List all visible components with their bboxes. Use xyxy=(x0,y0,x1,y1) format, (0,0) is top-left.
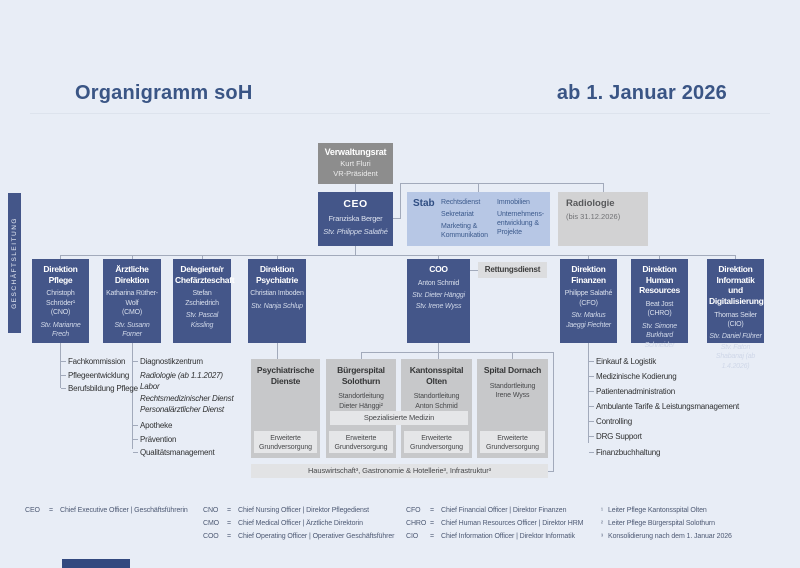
org-box-verwaltungsrat xyxy=(318,143,393,184)
org-box-delegierte-chefaerzteschaft xyxy=(173,259,235,343)
list-item: Rechtsmedizinischer Dienst xyxy=(140,393,234,403)
connector-line xyxy=(355,184,356,192)
stab-item: Marketing & Kommunikation xyxy=(441,223,488,240)
geschaeftsleitung-bar xyxy=(8,193,21,333)
legend-abbr: CIO xyxy=(406,533,419,540)
list-item: Apotheke xyxy=(140,421,260,431)
person-name: Kurt Fluri xyxy=(340,159,371,168)
box-title: Psychiatrische Dienste xyxy=(256,365,315,386)
connector-line xyxy=(355,246,356,255)
box-title: Direktion Human Resources xyxy=(639,264,680,296)
list-item: Personalärztlicher Dienst xyxy=(140,405,224,415)
box-title: CEO xyxy=(343,198,368,210)
box-title: Direktion Informatik und Digitalisierung xyxy=(709,264,764,306)
list-item: DRG Support xyxy=(596,432,776,442)
legend-row xyxy=(406,520,583,528)
list-item: Medizinische Kodierung xyxy=(596,372,776,382)
legend-equals: = xyxy=(430,520,434,527)
org-box-buergerspital-solothurn xyxy=(326,359,396,458)
connector-line xyxy=(400,183,401,218)
legend-text: Chief Financial Officer | Direktor Finanzen xyxy=(441,507,567,514)
standortleitung xyxy=(477,382,548,401)
footnote-marker: ³ xyxy=(601,534,603,540)
org-box-stab xyxy=(407,192,550,246)
list-item: Labor xyxy=(140,382,160,392)
lead-label: Standortleitung xyxy=(413,393,460,401)
deputy-name: Stv. Susann Forner xyxy=(114,321,150,338)
org-box-coo xyxy=(407,259,470,343)
list-item: Einkauf & Logistik xyxy=(596,357,776,367)
person-role: (CHRO) xyxy=(647,310,672,318)
deputy-name: Stv. Pascal Kissling xyxy=(185,312,219,329)
list-item: Patientenadministration xyxy=(596,387,776,397)
org-box-psychiatrische-dienste xyxy=(251,359,320,458)
person-name: Katharina Rüther-Wolf xyxy=(106,290,158,307)
org-box-direktion-informatik xyxy=(707,259,764,370)
footnote-text: Konsolidierung nach dem 1. Januar 2026 xyxy=(608,533,732,540)
lead-label: Standortleitung xyxy=(338,393,384,401)
list-item: Radiologie (ab 1.1.2027) xyxy=(140,370,223,380)
connector-line xyxy=(277,343,278,359)
deputy-name: Stv. Philippe Salathé xyxy=(323,227,388,236)
connector-line xyxy=(393,218,401,219)
deputy-name: Stv. Markus Jaeggi Fiechter xyxy=(566,312,611,329)
header-divider xyxy=(30,113,770,114)
person-name: Anton Schmid xyxy=(417,279,460,287)
deputy-name: Stv. Irene Wyss xyxy=(415,302,462,310)
legend-text: Chief Medical Officer | Ärztliche Direktorin xyxy=(238,520,363,527)
person-name: Thomas Seiler (CIO) xyxy=(714,311,757,328)
person-role: (CFO) xyxy=(579,299,598,307)
connector-line xyxy=(512,352,513,359)
footnote-row xyxy=(601,520,732,528)
list-item: Fachkommission xyxy=(68,357,146,367)
connector-line xyxy=(361,352,362,359)
legend-equals: = xyxy=(430,507,434,514)
standortleitung xyxy=(401,392,472,411)
stab-item: Rechtsdienst xyxy=(441,199,481,206)
org-box-aerztliche-direktion xyxy=(103,259,161,343)
list-item: Prävention xyxy=(140,435,260,445)
erweiterte-grundversorgung-box: Erweiterte Grundversorgung xyxy=(329,431,393,453)
person-name: Stefan Zschiedrich xyxy=(185,290,219,307)
connector-line xyxy=(60,255,736,256)
hauswirtschaft-services-bar: Hauswirtschaft³, Gastronomie & Hotellerie³, Infrastruktur³ xyxy=(251,464,548,478)
org-box-kantonsspital-olten xyxy=(401,359,472,458)
legend-text: Chief Operating Officer | Operativer Geschäftsführer xyxy=(238,533,395,540)
legend-footnotes xyxy=(601,507,732,546)
legend-row xyxy=(203,533,394,541)
legend-abbr: CEO xyxy=(25,507,40,514)
footnote-row xyxy=(601,507,732,515)
box-subtitle: (bis 31.12.2026) xyxy=(566,212,621,221)
connector-line xyxy=(400,183,603,184)
geschaeftsleitung-label: GESCHÄFTSLEITUNG xyxy=(11,217,18,309)
box-title: Verwaltungsrat xyxy=(324,147,387,157)
box-title: Radiologie xyxy=(566,198,615,209)
standortleitung xyxy=(326,392,396,411)
person-name: Philippe Salathé xyxy=(564,290,613,298)
legend-text: Chief Executive Officer | Geschäftsführerin xyxy=(60,507,188,514)
legend-row xyxy=(203,507,394,515)
aerztliche-sublist xyxy=(140,357,260,462)
deputy-name: Stv. Simone Burkhard Schneider xyxy=(641,322,678,349)
list-item: Ambulante Tarife & Leistungsmanagement xyxy=(596,402,776,412)
stab-item: Sekretariat xyxy=(441,211,474,219)
lead-label: Standortleitung xyxy=(489,382,536,390)
org-box-direktion-pflege xyxy=(32,259,89,343)
connector-line xyxy=(60,343,61,388)
org-box-spital-dornach xyxy=(477,359,548,458)
connector-line xyxy=(470,270,478,271)
box-title: Direktion Psychiatrie xyxy=(255,264,299,285)
list-item: Finanzbuchhaltung xyxy=(596,448,776,458)
erweiterte-grundversorgung-box: Erweiterte Grundversorgung xyxy=(404,431,469,453)
list-item: Berufsbildung Pflege xyxy=(68,384,146,394)
connector-line xyxy=(588,343,589,443)
person-role: (CMO) xyxy=(122,309,142,317)
deputy-name: Stv. Dieter Hänggi xyxy=(412,292,465,300)
stab-column-2 xyxy=(497,198,544,240)
legend-equals: = xyxy=(430,533,434,540)
footnote-text: Leiter Pflege Kantonsspital Olten xyxy=(608,507,707,514)
legend-text: Chief Nursing Officer | Direktor Pflegedienst xyxy=(238,507,370,514)
connector-line xyxy=(361,352,553,353)
legend-column-2 xyxy=(203,507,394,546)
connector-line xyxy=(603,183,604,192)
org-box-direktion-finanzen xyxy=(560,259,617,343)
finanzen-sublist xyxy=(596,357,776,463)
box-title: Delegierte/r Chefärzteschaft xyxy=(175,264,235,285)
legend-equals: = xyxy=(227,533,231,540)
legend-equals: = xyxy=(227,520,231,527)
connector-line xyxy=(553,352,554,471)
page-title: Organigramm soH xyxy=(75,82,253,104)
box-title: Spital Dornach xyxy=(483,365,542,375)
stab-column-1 xyxy=(441,198,497,240)
legend-row xyxy=(203,520,394,528)
person-role: VR-Präsident xyxy=(333,169,378,179)
legend-abbr: CNO xyxy=(203,507,219,514)
legend-text: Chief Human Resources Officer | Direktor HRM xyxy=(441,520,584,527)
footnote-row xyxy=(601,533,732,541)
legend-abbr: CFO xyxy=(406,507,421,514)
soh-logo-partial xyxy=(62,559,130,568)
deputy-name: Stv. Nanja Schlup xyxy=(251,302,303,310)
footnote-marker: ¹ xyxy=(601,508,603,514)
person-name: Christoph Schröder¹ xyxy=(46,290,75,307)
list-item: Diagnostikzentrum xyxy=(140,357,260,367)
person-name: Beat Jost xyxy=(645,300,674,308)
box-title: Bürgerspital Solothurn xyxy=(337,365,385,386)
pflege-sublist xyxy=(68,357,146,398)
erweiterte-grundversorgung-box: Erweiterte Grundversorgung xyxy=(480,431,545,453)
lead-name: Anton Schmid xyxy=(415,402,458,410)
lead-name: Dieter Hänggi² xyxy=(339,402,383,410)
footnote-marker: ² xyxy=(601,521,603,527)
person-name: Christian Imboden xyxy=(250,290,304,298)
deputy-name: Stv. Faton Shabanaj (ab 1.4.2026) xyxy=(715,343,756,370)
box-title: Stab xyxy=(413,198,435,209)
legend-row xyxy=(406,507,583,515)
stab-item: Unternehmens-entwicklung & Projekte xyxy=(497,211,544,237)
legend-equals: = xyxy=(227,507,231,514)
connector-line xyxy=(478,183,479,192)
erweiterte-grundversorgung-box: Erweiterte Grundversorgung xyxy=(254,431,317,453)
legend-column-3 xyxy=(406,507,583,546)
box-title: COO xyxy=(429,264,448,274)
deputy-name: Stv. Marianne Frech xyxy=(40,321,81,338)
legend-row xyxy=(25,507,188,515)
connector-line xyxy=(548,471,554,472)
footnote-text: Leiter Pflege Bürgerspital Solothurn xyxy=(608,520,715,527)
org-box-radiologie xyxy=(558,192,648,246)
legend-column-1 xyxy=(25,507,188,520)
box-title: Direktion Finanzen xyxy=(571,264,606,285)
org-box-rettungsdienst: Rettungsdienst xyxy=(478,262,547,278)
person-name: Franziska Berger xyxy=(328,214,383,223)
lead-name: Irene Wyss xyxy=(495,392,530,400)
org-box-direktion-psychiatrie xyxy=(248,259,306,343)
deputy-name: Stv. Daniel Führer xyxy=(709,333,762,341)
legend-abbr: CMO xyxy=(203,520,220,527)
org-box-ceo xyxy=(318,192,393,246)
stab-item: Immobilien xyxy=(497,199,530,206)
spezialisierte-medizin-bar: Spezialisierte Medizin xyxy=(330,411,468,425)
box-title: Ärztliche Direktion xyxy=(114,264,150,285)
legend-row xyxy=(406,533,583,541)
list-item: Controlling xyxy=(596,417,776,427)
legend-text: Chief Information Officer | Direktor Informatik xyxy=(441,533,575,540)
org-box-direktion-human-resources xyxy=(631,259,688,349)
list-item: Qualitätsmanagement xyxy=(140,448,260,458)
legend-abbr: CHRO xyxy=(406,520,427,527)
connector-line xyxy=(438,343,439,359)
box-title: Kantonsspital Olten xyxy=(409,365,464,386)
list-item: Pflegeentwicklung xyxy=(68,371,146,381)
effective-date: ab 1. Januar 2026 xyxy=(556,82,727,104)
person-role: (CNO) xyxy=(50,309,71,317)
legend-equals: = xyxy=(49,507,53,514)
legend-abbr: COO xyxy=(203,533,219,540)
box-title: Direktion Pflege xyxy=(43,264,78,285)
